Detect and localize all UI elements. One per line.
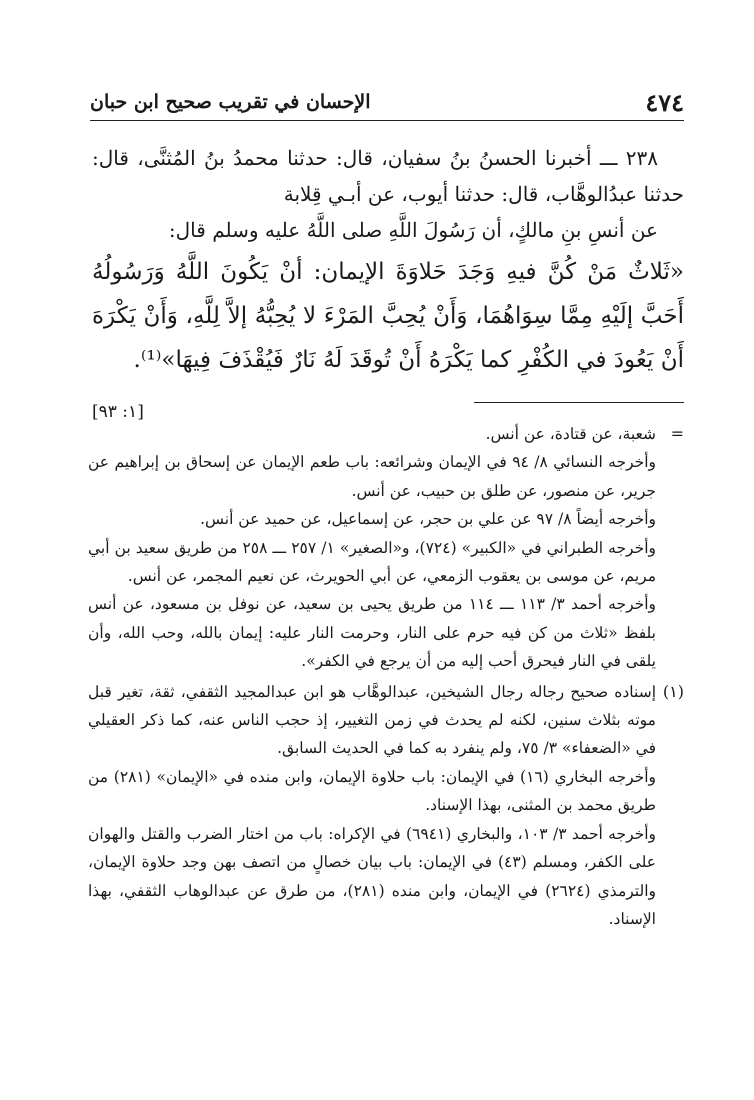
hadith-intro: ٢٣٨ ـــ أخبرنا الحسنُ بنُ سفيان، قال: حدثنا محمدُ بنُ المُثنَّى، قال: حدثنا عبدُالوهَّاب، قال: حدثنا أيوب، عن أبـي قِلابة [92, 146, 684, 206]
footnote-separator [474, 402, 684, 403]
footnote-continuation [88, 420, 684, 676]
page-number: ٤٧٤ [645, 87, 684, 117]
footnote-1-marker: (١) [662, 681, 684, 701]
page-header [90, 84, 684, 121]
footnotes [88, 420, 684, 935]
footnote-paragraph: وأخرجه النسائي ٨/ ٩٤ في الإيمان وشرائعه: باب طعم الإيمان عن إسحاق بن إبراهيم عن جرير، عن منصور، عن طلق بن حبيب، عن أنس. [88, 453, 656, 500]
footnote-continuation-marker: = [670, 424, 684, 443]
footnote-paragraph: وأخرجه أحمد ٣/ ١١٣ ـــ ١١٤ من طريق يحيى بن سعيد، عن نوفل بن مسعود، عن أنس بلفظ «ثلاث من كن فيه حرم على النار، وحرمت النار عليه: إيمان بالله، وحب الله، وأن يلقى في النار فيحرق أحب إليه من أن يرجع في الكفر». [88, 595, 656, 671]
footnote-paragraph: وأخرجه أيضاً ٨/ ٩٧ عن علي بن حجر، عن إسماعيل، عن حميد عن أنس. [200, 510, 656, 529]
footnote-continuation-body [88, 420, 656, 676]
running-title: الإحسان في تقريب صحيح ابن حبان [90, 91, 371, 113]
footnote-paragraph: شعبة، عن قتادة، عن أنس. [485, 425, 656, 443]
footnote-paragraph: وأخرجه البخاري (١٦) في الإيمان: باب حلاوة الإيمان، وابن منده في «الإيمان» (٢٨١) من طريق محمد بن المثنى، بهذا الإسناد. [88, 767, 656, 815]
reference-tag: [١: ٩٣] [92, 402, 144, 422]
footnote-1-body [88, 678, 656, 934]
hadith-body [92, 250, 684, 422]
footnote-1 [88, 678, 684, 934]
footnote-paragraph: وأخرجه أحمد ٣/ ١٠٣، والبخاري (٦٩٤١) في الإكراه: باب من اختار الضرب والقتل والهوان على الكفر، ومسلم (٤٣) في الإيمان: باب بيان خصالٍ من اتصف بهن وجد حلاوة الإيمان، والترمذي (٢٦٢٤) في الإيمان، وابن منده (٢٨١)، من طرق عن عبدالوهاب الثقفي، بهذا الإسناد. [88, 824, 656, 928]
hadith-text [92, 140, 684, 434]
hadith-body-text: «ثَلاثٌ مَنْ كُنَّ فيهِ وَجَدَ حَلاوَةَ الإيمان: أنْ يَكُونَ اللَّهُ وَرَسُولُهُ أَحَبَّ إلَيْهِ مِمَّا سِوَاهُمَا، وَأَنْ يُحِبَّ المَرْءَ لا يُحِبُّهُ إلاَّ لِلَّهِ، وَأَنْ يَكْرَهَ أَنْ يَعُودَ في الكُفْرِ كما يَكْرَهُ أَنْ تُوقَدَ لَهُ نَارٌ فَيُقْذَفَ فِيهَا»⁽¹⁾. [92, 259, 684, 373]
footnote-paragraph: إسناده صحيح رجاله رجال الشيخين، عبدالوهَّاب هو ابن عبدالمجيد الثقفي، ثقة، تغير قبل موته بثلاث سنين، لكنه لم يحدث في زمن التغيير، إذ حجب الناس عنه، كما ذكر العقيلي في «الضعفاء» ٣/ ٧٥، ولم ينفرد به كما في الحديث السابق. [88, 682, 656, 758]
hadith-chain: عن أنسِ بنِ مالكٍ، أن رَسُولَ اللَّهِ صلى اللَّهُ عليه وسلم قال: [168, 218, 658, 242]
footnote-paragraph: وأخرجه الطبراني في «الكبير» (٧٢٤)، و«الصغير» ١/ ٢٥٧ ـــ ٢٥٨ من طريق سعيد بن أبي مريم، عن موسى بن يعقوب الزمعي، عن أبي الحويرث، عن نعيم المجمر، عن أنس. [88, 538, 656, 586]
